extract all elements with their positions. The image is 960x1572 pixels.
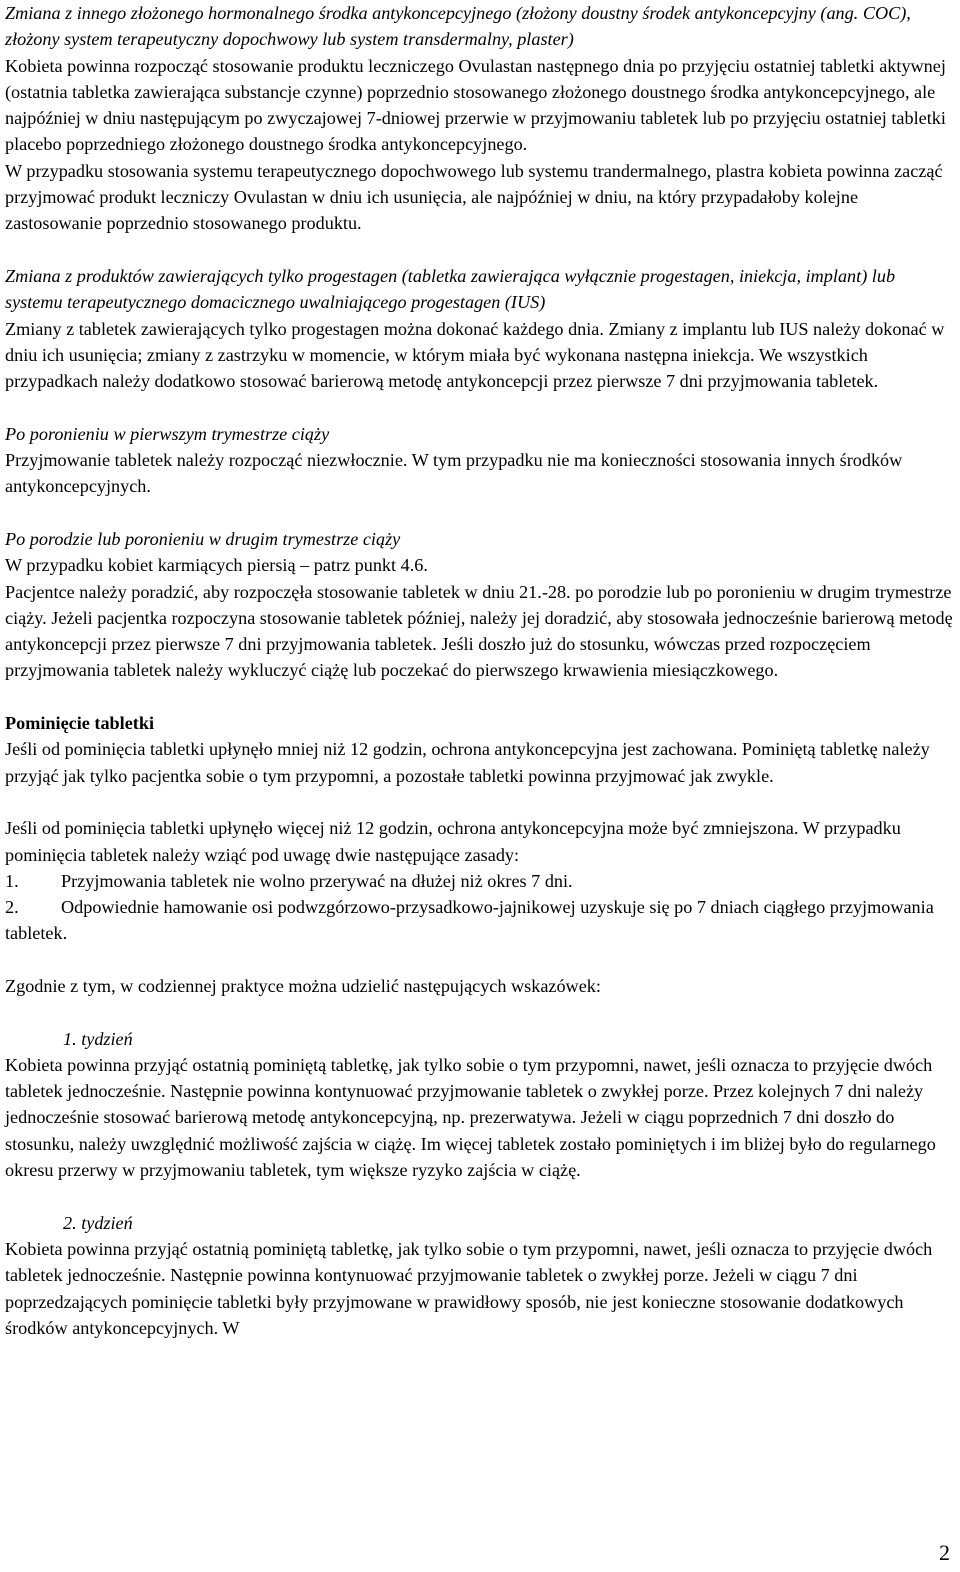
paragraph-postpartum: Pacjentce należy poradzić, aby rozpoczęła stosowanie tabletek w dniu 21.-28. po porodzie lub po poronieniu w drugim trymestrze ciąży. Jeżeli pacjentka rozpoczyna stosowanie tabletek później, należy jej doradzić, aby stosowała jednocześnie barierową metodę antykoncepcji przez pierwsze 7 dni przyjmowania tabletek. Jeśli doszło już do stosunku, wówczas przed rozpoczęciem przyjmowania tabletek należy wykluczyć ciążę lub poczekać do pierwszego krwawienia miesiączkowego.: [5, 581, 953, 681]
spacer: [5, 684, 953, 710]
document-page: [5, 0, 953, 1341]
section-heading-week-1: 1. tydzień: [63, 1028, 133, 1049]
paragraph-missed-under-12h: Jeśli od pominięcia tabletki upłynęło mniej niż 12 godzin, ochrona antykoncepcyjna jest zachowana. Pominiętą tabletkę należy przyjąć jak tylko pacjentka sobie o tym przypomni, a pozostałe tabletki powinna przyjmować jak zwykle.: [5, 739, 930, 786]
paragraph-breastfeeding: W przypadku kobiet karmiących piersią – patrz punkt 4.6.: [5, 555, 428, 576]
list-item-text: Przyjmowania tabletek nie wolno przerywać na dłużej niż okres 7 dni.: [61, 870, 573, 891]
list-item-number: 1.: [5, 870, 19, 891]
spacer: [5, 394, 953, 420]
paragraph-coc-ring-patch: W przypadku stosowania systemu terapeutycznego dopochwowego lub systemu trandermalnego, plastra kobieta powinna zacząć przyjmować produkt leczniczy Ovulastan w dniu ich usunięcia, ale najpóźniej w dniu, na który przypadałoby kolejne zastosowanie poprzednio stosowanego produktu.: [5, 160, 943, 234]
section-heading-postpartum: Po porodzie lub poronieniu w drugim trymestrze ciąży: [5, 528, 401, 549]
section-heading-week-2: 2. tydzień: [63, 1212, 133, 1233]
list-item: [5, 894, 953, 947]
spacer: [5, 947, 953, 973]
paragraph-coc-start: Kobieta powinna rozpocząć stosowanie produktu leczniczego Ovulastan następnego dnia po przyjęciu ostatniej tabletki aktywnej (ostatnia tabletka zawierająca substancje czynne) poprzednio stosowanego złożonego doustnego środka antykoncepcyjnego, ale najpóźniej w dniu następującym po zwyczajowej 7-dniowej przerwie w przyjmowaniu tabletek lub po przyjęciu ostatniej tabletki placebo poprzedniego złożonego doustnego środka antykoncepcyjnego.: [5, 55, 946, 155]
spacer: [5, 789, 953, 815]
section-heading-first-trimester: Po poronieniu w pierwszym trymestrze ciąży: [5, 423, 330, 444]
paragraph-guidance-intro: Zgodnie z tym, w codziennej praktyce można udzielić następujących wskazówek:: [5, 975, 601, 996]
paragraph-week-2: Kobieta powinna przyjąć ostatnią pominiętą tabletkę, jak tylko sobie o tym przypomni, nawet, jeśli oznacza to przyjęcie dwóch tabletek jednocześnie. Następnie powinna kontynuować przyjmowanie tabletek o zwykłej porze. Jeżeli w ciągu 7 dni poprzedzających pominięcie tabletki były przyjmowane w prawidłowy sposób, nie jest konieczne stosowanie dodatkowych środków antykoncepcyjnych. W: [5, 1238, 933, 1338]
spacer: [5, 237, 953, 263]
section-heading-missed-tablet: Pominięcie tabletki: [5, 713, 155, 734]
page-number: 2: [939, 1540, 950, 1565]
spacer: [5, 1183, 953, 1209]
paragraph-progestagen: Zmiany z tabletek zawierających tylko progestagen można dokonać każdego dnia. Zmiany z implantu lub IUS należy dokonać w dniu ich usunięcia; zmiany z zastrzyku w momencie, w którym miała być wykonana następna iniekcja. We wszystkich przypadkach należy dodatkowo stosować barierową metodę antykoncepcji przez pierwsze 7 dni przyjmowania tabletek.: [5, 318, 945, 392]
spacer: [5, 500, 953, 526]
paragraph-missed-over-12h: Jeśli od pominięcia tabletki upłynęło więcej niż 12 godzin, ochrona antykoncepcyjna może być zmniejszona. W przypadku pominięcia tabletek należy wziąć pod uwagę dwie następujące zasady:: [5, 818, 901, 865]
spacer: [5, 999, 953, 1025]
list-item-number: 2.: [5, 897, 19, 918]
section-heading-progestagen: Zmiana z produktów zawierających tylko progestagen (tabletka zawierająca wyłącznie progestagen, iniekcja, implant) lub systemu terapeutycznego domacicznego uwalniającego progestagen (IUS): [5, 265, 896, 313]
section-heading-coc: Zmiana z innego złożonego hormonalnego środka antykoncepcyjnego (złożony doustny środek antykoncepcyjny (ang. COC), złożony system terapeutyczny dopochwowy lub system transdermalny, plaster): [5, 3, 911, 50]
paragraph-week-1: Kobieta powinna przyjąć ostatnią pominiętą tabletkę, jak tylko sobie o tym przypomni, nawet, jeśli oznacza to przyjęcie dwóch tabletek jednocześnie. Następnie powinna kontynuować przyjmowanie tabletek o zwykłej porze. Przez kolejnych 7 dni należy jednocześnie stosować barierową metodę antykoncepcyjną, np. prezerwatywa. Jeżeli w ciągu poprzednich 7 dni doszło do stosunku, należy uwzględnić możliwość zajścia w ciążę. Im więcej tabletek zostało pominiętych i im bliżej było do regularnego okresu przerwy w przyjmowaniu tabletek, tym większe ryzyko zajścia w ciążę.: [5, 1054, 936, 1181]
paragraph-first-trimester: Przyjmowanie tabletek należy rozpocząć niezwłocznie. W tym przypadku nie ma konieczności stosowania innych środków antykoncepcyjnych.: [5, 450, 903, 497]
list-item: [5, 868, 953, 894]
list-item-text: Odpowiednie hamowanie osi podwzgórzowo-przysadkowo-jajnikowej uzyskuje się po 7 dniach ciągłego przyjmowania tabletek.: [5, 897, 934, 944]
